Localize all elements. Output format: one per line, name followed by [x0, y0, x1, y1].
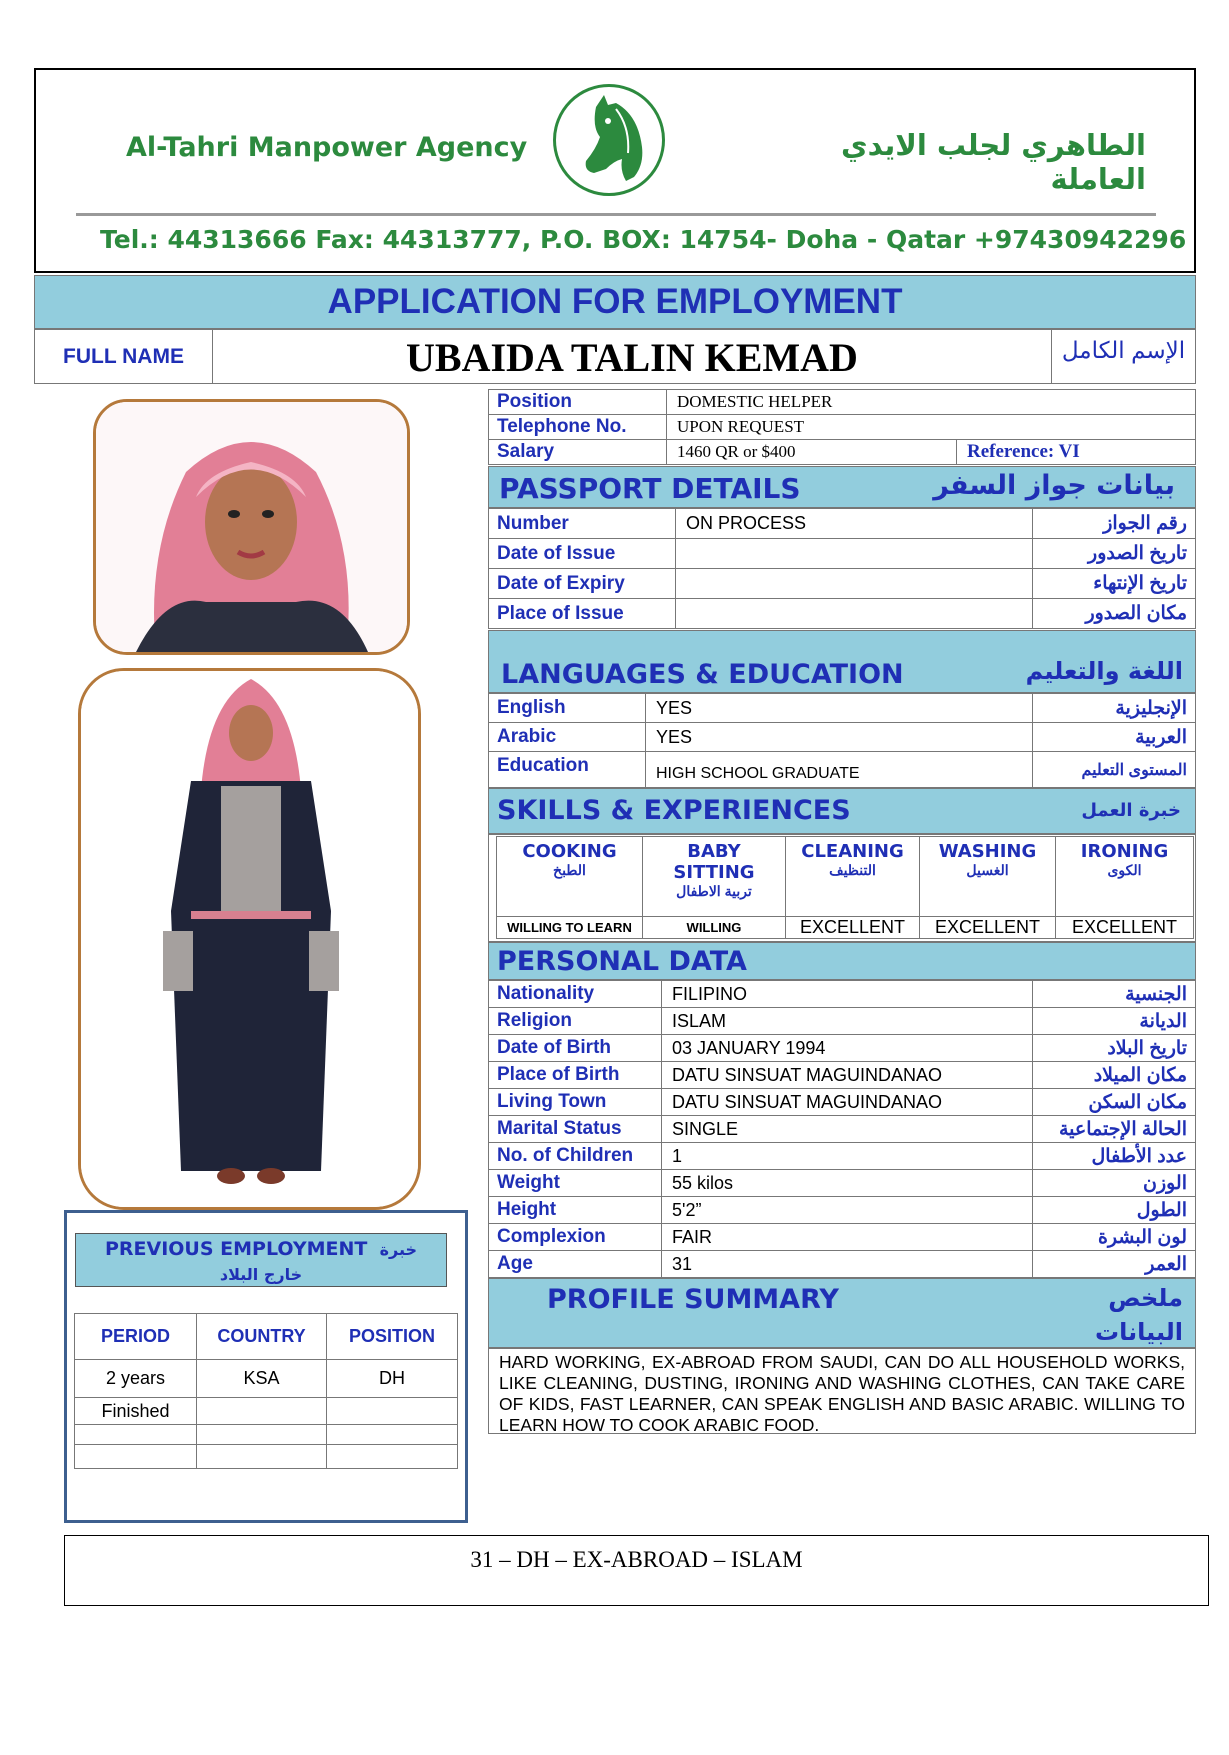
personal-header: [488, 942, 1196, 980]
passport-number-ar: رقم الجواز: [1033, 509, 1196, 539]
weight-value: 55 kilos: [662, 1170, 1033, 1197]
position-header: POSITION: [327, 1314, 458, 1360]
full-name-label: FULL NAME: [35, 330, 213, 383]
country-cell: [197, 1445, 327, 1469]
children-ar: عدد الأطفال: [1033, 1143, 1196, 1170]
profile-title-ar: ملخص البيانات: [1095, 1284, 1183, 1346]
education-value: HIGH SCHOOL GRADUATE: [646, 752, 1033, 788]
full-body-photo: [78, 668, 421, 1210]
passport-number-value: ON PROCESS: [676, 509, 1033, 539]
telephone-label: Telephone No.: [489, 415, 667, 440]
date-of-expiry-label: Date of Expiry: [489, 569, 676, 599]
languages-header: [488, 630, 1196, 693]
skill-washing-name: WASHING: [938, 841, 1037, 862]
salary-label: Salary: [489, 440, 667, 465]
date-of-birth-ar: تاريخ البلاد: [1033, 1035, 1196, 1062]
education-label: Education: [489, 752, 646, 788]
reference-value: Reference: VI: [957, 440, 1196, 465]
place-of-issue-value: [676, 599, 1033, 629]
skill-cleaning-name: CLEANING: [801, 841, 904, 862]
country-header: COUNTRY: [197, 1314, 327, 1360]
skill-ironing-ar: الكوى: [1107, 862, 1142, 878]
period-cell: Finished: [75, 1398, 197, 1425]
weight-label: Weight: [489, 1170, 662, 1197]
languages-title: LANGUAGES & EDUCATION: [501, 659, 904, 690]
country-cell: KSA: [197, 1360, 327, 1398]
religion-value: ISLAM: [662, 1008, 1033, 1035]
position-value: DOMESTIC HELPER: [667, 390, 1196, 415]
previous-employment-header: [75, 1233, 447, 1287]
skill-ironing-name: IRONING: [1080, 841, 1169, 862]
position-cell: [327, 1398, 458, 1425]
children-label: No. of Children: [489, 1143, 662, 1170]
profile-summary-text: HARD WORKING, EX-ABROAD FROM SAUDI, CAN DO ALL HOUSEHOLD WORKS, LIKE CLEANING, DUSTING, IRONING AND WASHING CLOTHES, CAN TAKE CARE OF KIDS, FAST LEARNER, CAN SPEAK ENGLISH AND BASIC ARABIC. WILLING TO LEARN HOW TO COOK ARABIC FOOD.: [488, 1348, 1196, 1434]
profile-header: [488, 1278, 1196, 1348]
skill-cooking-name: COOKING: [522, 841, 617, 862]
complexion-ar: لون البشرة: [1033, 1224, 1196, 1251]
skill-baby-sitting-level: WILLING: [643, 917, 786, 939]
complexion-value: FAIR: [662, 1224, 1033, 1251]
place-of-birth-label: Place of Birth: [489, 1062, 662, 1089]
skill-cooking-level: WILLING TO LEARN: [497, 917, 643, 939]
place-of-issue-ar: مكان الصدور: [1033, 599, 1196, 629]
skill-washing: [920, 837, 1056, 917]
period-cell: [75, 1445, 197, 1469]
skill-cleaning-ar: التنظيف: [829, 862, 876, 878]
country-cell: [197, 1398, 327, 1425]
personal-title: PERSONAL DATA: [497, 946, 747, 977]
english-label: English: [489, 694, 646, 723]
children-value: 1: [662, 1143, 1033, 1170]
place-of-birth-ar: مكان الميلاد: [1033, 1062, 1196, 1089]
skill-washing-level: EXCELLENT: [920, 917, 1056, 939]
date-of-birth-label: Date of Birth: [489, 1035, 662, 1062]
position-cell: [327, 1445, 458, 1469]
horse-head-logo: [553, 84, 665, 196]
place-of-birth-value: DATU SINSUAT MAGUINDANAO: [662, 1062, 1033, 1089]
passport-title-ar: بيانات جواز السفر: [933, 470, 1175, 501]
profile-title: PROFILE SUMMARY: [547, 1284, 839, 1315]
header-divider: [76, 213, 1156, 216]
skills-header: [488, 788, 1196, 834]
education-ar: المستوى التعليم: [1033, 752, 1196, 788]
previous-employment-box: [64, 1210, 468, 1523]
complexion-label: Complexion: [489, 1224, 662, 1251]
letterhead: [34, 68, 1196, 273]
marital-status-value: SINGLE: [662, 1116, 1033, 1143]
skills-table: [496, 836, 1194, 939]
portrait-photo: [93, 399, 410, 655]
country-cell: [197, 1425, 327, 1445]
position-cell: [327, 1425, 458, 1445]
date-of-issue-value: [676, 539, 1033, 569]
marital-status-label: Marital Status: [489, 1116, 662, 1143]
english-value: YES: [646, 694, 1033, 723]
passport-table: [488, 508, 1196, 629]
height-label: Height: [489, 1197, 662, 1224]
date-of-issue-label: Date of Issue: [489, 539, 676, 569]
date-of-birth-value: 03 JANUARY 1994: [662, 1035, 1033, 1062]
skill-washing-ar: الغسيل: [966, 862, 1009, 878]
skill-baby-sitting-ar: تربية الاطفال: [676, 883, 752, 899]
previous-employment-title-ar-2: خارج البلاد: [219, 1265, 303, 1284]
age-value: 31: [662, 1251, 1033, 1278]
place-of-issue-label: Place of Issue: [489, 599, 676, 629]
date-of-expiry-value: [676, 569, 1033, 599]
marital-status-ar: الحالة الإجتماعية: [1033, 1116, 1196, 1143]
nationality-ar: الجنسية: [1033, 981, 1196, 1008]
date-of-expiry-ar: تاريخ الإنتهاء: [1033, 569, 1196, 599]
height-value: 5'2”: [662, 1197, 1033, 1224]
english-ar: الإنجليزية: [1033, 694, 1196, 723]
telephone-value: UPON REQUEST: [667, 415, 1196, 440]
previous-employment-title-ar-1: خبرة: [374, 1240, 418, 1259]
period-cell: 2 years: [75, 1360, 197, 1398]
living-town-ar: مكان السكن: [1033, 1089, 1196, 1116]
page-title: APPLICATION FOR EMPLOYMENT: [34, 275, 1196, 329]
arabic-label: Arabic: [489, 723, 646, 752]
period-header: PERIOD: [75, 1314, 197, 1360]
salary-value: 1460 QR or $400: [667, 440, 957, 465]
religion-label: Religion: [489, 1008, 662, 1035]
skill-cleaning: [786, 837, 920, 917]
passport-header: [488, 466, 1196, 508]
languages-table: [488, 693, 1196, 788]
job-table: [488, 389, 1196, 465]
skill-ironing: [1056, 837, 1194, 917]
previous-employment-table: [74, 1313, 458, 1469]
skills-title: SKILLS & EXPERIENCES: [497, 795, 851, 826]
agency-name-en: Al-Tahri Manpower Agency: [126, 132, 528, 163]
skill-baby-sitting-name: BABY SITTING: [673, 841, 755, 883]
nationality-label: Nationality: [489, 981, 662, 1008]
contact-line: Tel.: 44313666 Fax: 44313777, P.O. BOX: 14754- Doha - Qatar +97430942296: [100, 225, 1187, 254]
living-town-value: DATU SINSUAT MAGUINDANAO: [662, 1089, 1033, 1116]
arabic-value: YES: [646, 723, 1033, 752]
age-label: Age: [489, 1251, 662, 1278]
arabic-ar: العربية: [1033, 723, 1196, 752]
nationality-value: FILIPINO: [662, 981, 1033, 1008]
previous-employment-title: PREVIOUS EMPLOYMENT: [104, 1238, 368, 1260]
age-ar: العمر: [1033, 1251, 1196, 1278]
skill-ironing-level: EXCELLENT: [1056, 917, 1194, 939]
passport-title: PASSPORT DETAILS: [499, 472, 801, 505]
position-label: Position: [489, 390, 667, 415]
full-name-value: UBAIDA TALIN KEMAD: [406, 335, 858, 380]
religion-ar: الديانة: [1033, 1008, 1196, 1035]
skill-baby-sitting: [643, 837, 786, 917]
height-ar: الطول: [1033, 1197, 1196, 1224]
summary-footer: 31 – DH – EX-ABROAD – ISLAM: [64, 1535, 1209, 1606]
date-of-issue-ar: تاريخ الصدور: [1033, 539, 1196, 569]
passport-number-label: Number: [489, 509, 676, 539]
full-name-label-ar: الإسم الكامل: [1051, 330, 1195, 383]
weight-ar: الوزن: [1033, 1170, 1196, 1197]
position-cell: DH: [327, 1360, 458, 1398]
full-name-row: [34, 329, 1196, 384]
skill-cleaning-level: EXCELLENT: [786, 917, 920, 939]
skill-cooking-ar: الطبخ: [553, 862, 586, 878]
period-cell: [75, 1425, 197, 1445]
living-town-label: Living Town: [489, 1089, 662, 1116]
languages-title-ar: اللغة والتعليم: [1025, 657, 1183, 685]
skill-cooking: [497, 837, 643, 917]
skills-title-ar: خبرة العمل: [1081, 800, 1181, 821]
personal-table: [488, 980, 1196, 1278]
agency-name-ar: الطاهري لجلب الايدي العاملة: [841, 128, 1146, 196]
